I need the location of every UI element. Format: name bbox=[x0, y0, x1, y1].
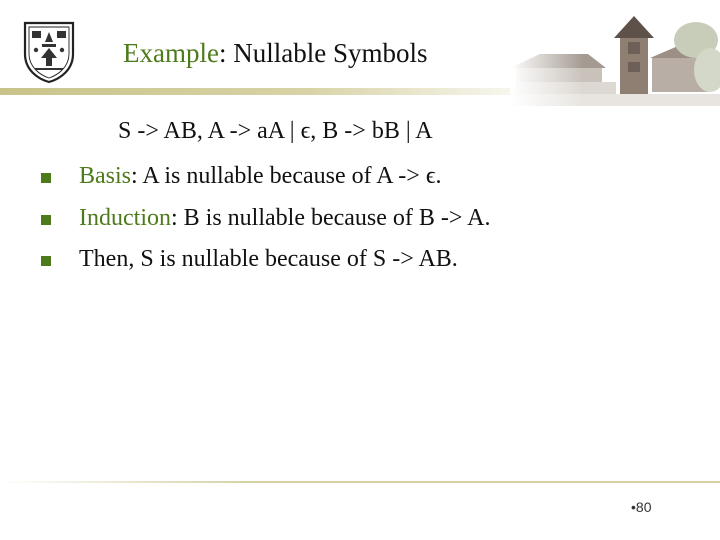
bullet-keyword: Induction bbox=[79, 205, 171, 231]
bullet-text bbox=[79, 246, 458, 273]
grammar-line: S -> AB, A -> aA | ϵ, B -> bB | A bbox=[118, 118, 433, 144]
bullet-keyword: Basis bbox=[79, 163, 132, 189]
list-item bbox=[0, 163, 640, 193]
bullet-body: : B is nullable because of B -> A. bbox=[170, 205, 491, 231]
square-bullet-icon bbox=[41, 256, 51, 266]
title-rest: : Nullable Symbols bbox=[218, 38, 428, 68]
square-bullet-icon bbox=[41, 215, 51, 225]
bullet-text bbox=[79, 163, 442, 190]
slide-title bbox=[123, 38, 427, 69]
list-item bbox=[0, 246, 640, 276]
bullet-body: : A is nullable because of A -> ϵ. bbox=[131, 163, 442, 189]
list-item bbox=[0, 205, 640, 235]
footer-divider bbox=[0, 481, 720, 483]
bullet-text bbox=[79, 205, 490, 232]
university-seal-icon bbox=[22, 20, 76, 84]
header-divider bbox=[0, 88, 560, 95]
title-keyword: Example bbox=[123, 38, 219, 68]
bullet-body: Then, S is nullable because of S -> AB. bbox=[79, 246, 458, 272]
page-number: •80 bbox=[631, 499, 652, 515]
square-bullet-icon bbox=[41, 173, 51, 183]
tower-building-image bbox=[510, 10, 720, 106]
